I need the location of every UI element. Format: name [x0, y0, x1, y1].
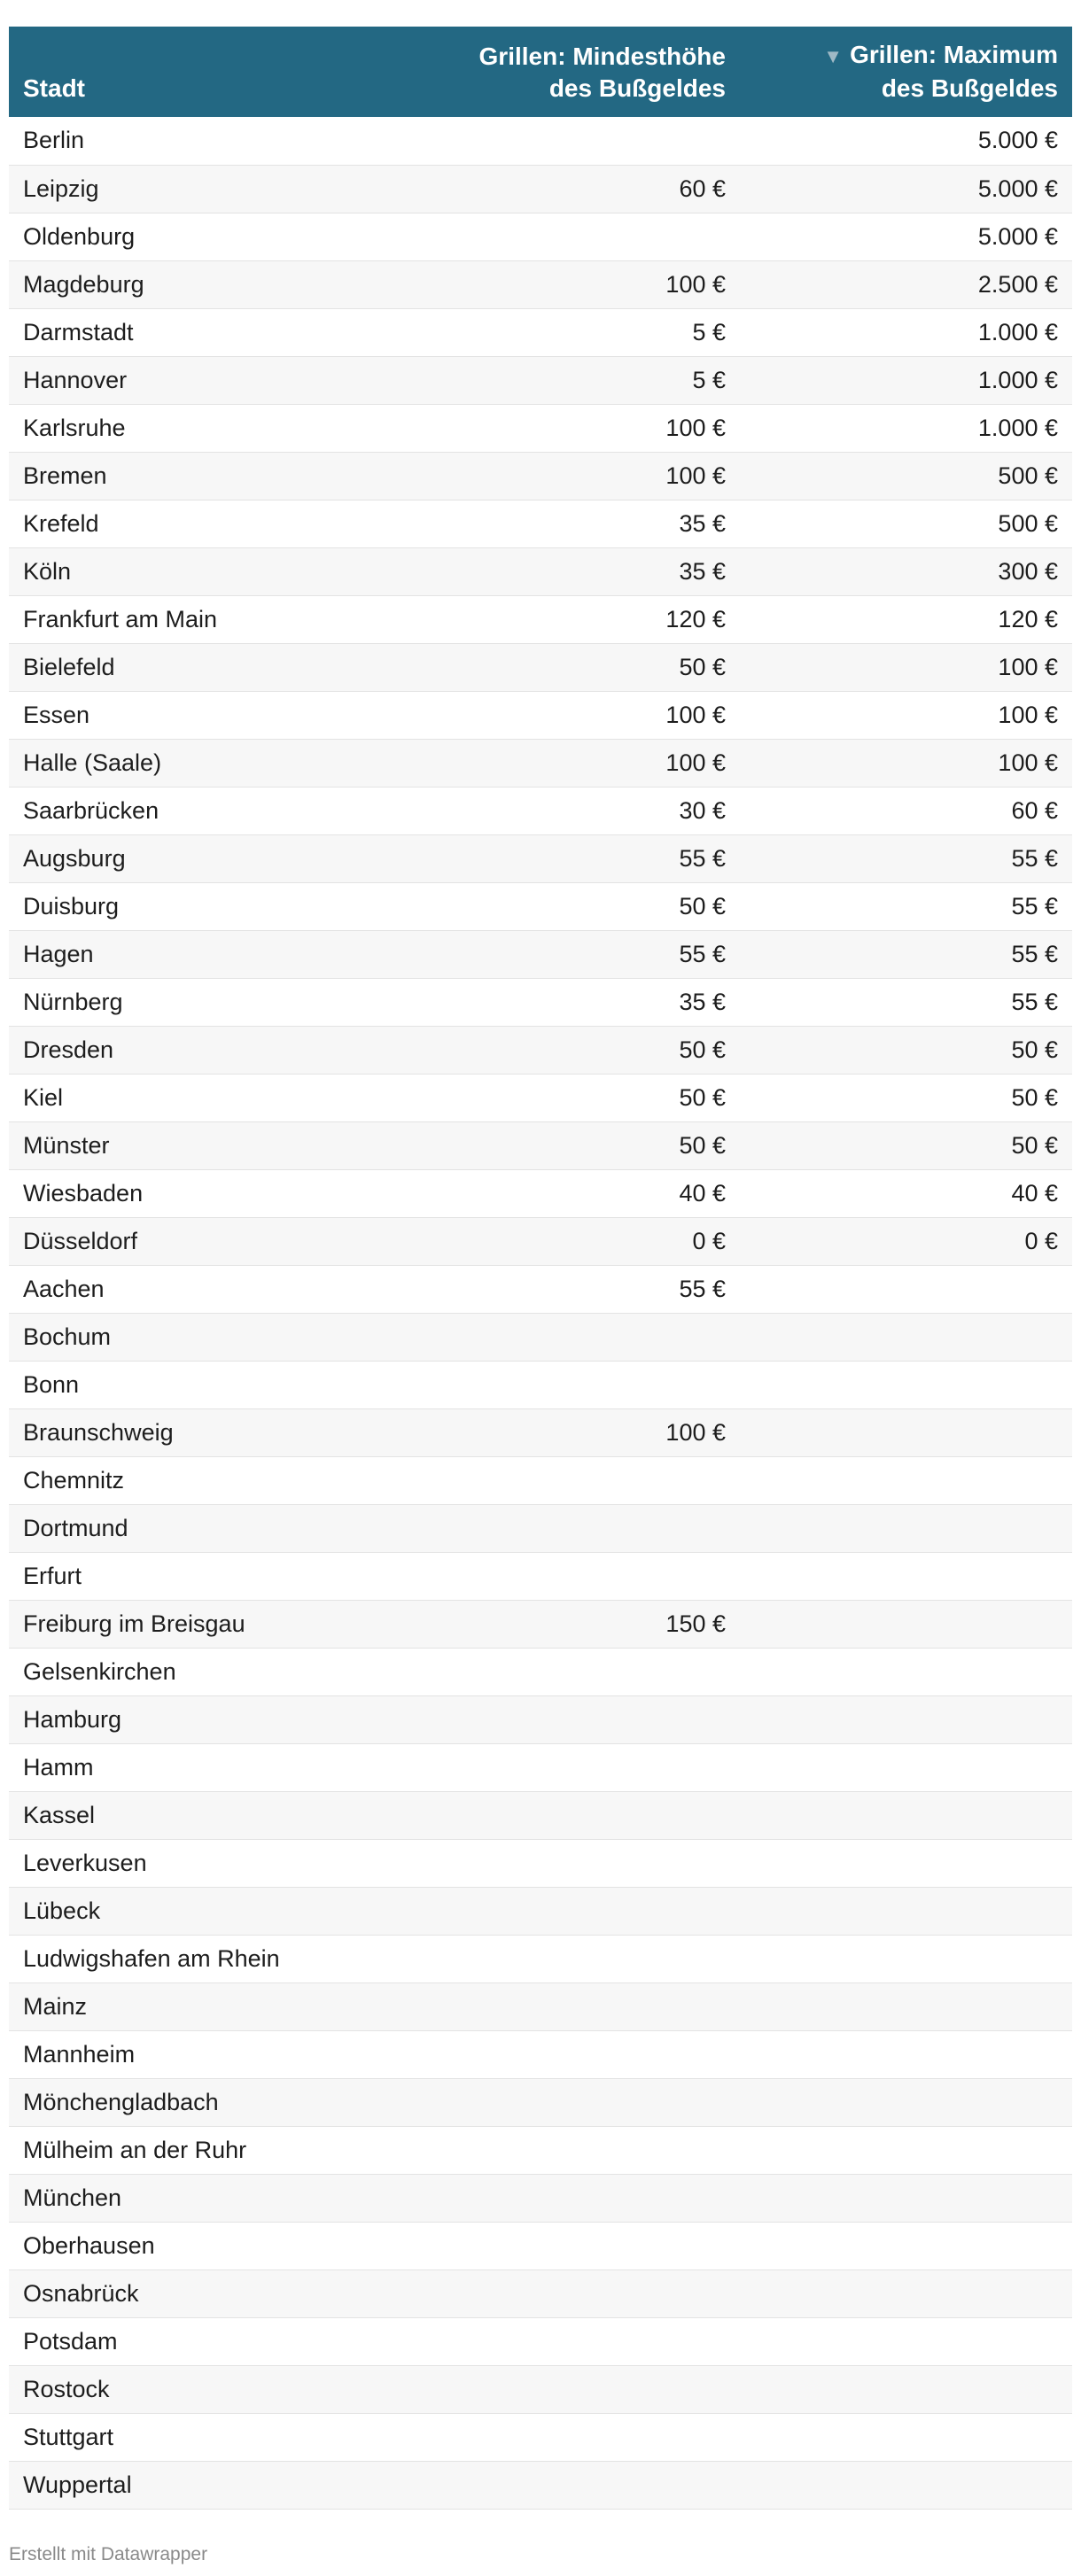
table-row: [9, 1456, 1072, 1504]
table-row: [9, 691, 1072, 739]
cell-stadt: München: [9, 2174, 381, 2222]
cell-maximum: [740, 1361, 1072, 1408]
column-header-label: Stadt: [23, 74, 85, 102]
table-row: [9, 356, 1072, 404]
table-row: [9, 1839, 1072, 1887]
table-row: [9, 500, 1072, 547]
cell-maximum: [740, 1935, 1072, 1982]
cell-stadt: Hamm: [9, 1743, 381, 1791]
column-header-label: des Bußgeldes: [548, 74, 726, 102]
cell-stadt: Leverkusen: [9, 1839, 381, 1887]
table-row: [9, 2222, 1072, 2270]
table-row: [9, 2270, 1072, 2317]
table-row: [9, 2030, 1072, 2078]
cell-stadt: Lübeck: [9, 1887, 381, 1935]
cell-maximum: 5.000 €: [740, 213, 1072, 260]
cell-mindesthoehe: 40 €: [381, 1169, 740, 1217]
cell-mindesthoehe: [381, 1887, 740, 1935]
cell-maximum: 55 €: [740, 978, 1072, 1026]
column-header-label: des Bußgeldes: [881, 74, 1058, 102]
cell-stadt: Saarbrücken: [9, 787, 381, 834]
cell-maximum: 1.000 €: [740, 404, 1072, 452]
column-header-maximum[interactable]: [740, 27, 1072, 117]
cell-mindesthoehe: [381, 1743, 740, 1791]
table-row: [9, 2078, 1072, 2126]
table-row: [9, 1408, 1072, 1456]
cell-mindesthoehe: 100 €: [381, 404, 740, 452]
table-row: [9, 1791, 1072, 1839]
table-header-row: [9, 27, 1072, 117]
table-row: [9, 1552, 1072, 1600]
cell-maximum: [740, 2174, 1072, 2222]
table-row: [9, 452, 1072, 500]
cell-maximum: 50 €: [740, 1074, 1072, 1121]
cell-stadt: Nürnberg: [9, 978, 381, 1026]
cell-maximum: 100 €: [740, 739, 1072, 787]
cell-maximum: [740, 1648, 1072, 1695]
cell-mindesthoehe: [381, 2174, 740, 2222]
cell-maximum: 0 €: [740, 1217, 1072, 1265]
cell-stadt: Frankfurt am Main: [9, 595, 381, 643]
table-row: [9, 882, 1072, 930]
cell-stadt: Dortmund: [9, 1504, 381, 1552]
cell-mindesthoehe: [381, 1552, 740, 1600]
cell-stadt: Kiel: [9, 1074, 381, 1121]
cell-mindesthoehe: [381, 117, 740, 165]
cell-mindesthoehe: [381, 1839, 740, 1887]
table-row: [9, 1982, 1072, 2030]
cell-maximum: [740, 1695, 1072, 1743]
cell-maximum: 60 €: [740, 787, 1072, 834]
cell-maximum: [740, 2222, 1072, 2270]
cell-maximum: [740, 2078, 1072, 2126]
cell-maximum: [740, 2317, 1072, 2365]
cell-mindesthoehe: 100 €: [381, 739, 740, 787]
cell-maximum: [740, 1982, 1072, 2030]
cell-mindesthoehe: 50 €: [381, 643, 740, 691]
cell-stadt: Kassel: [9, 1791, 381, 1839]
cell-maximum: [740, 1839, 1072, 1887]
cell-stadt: Karlsruhe: [9, 404, 381, 452]
cell-stadt: Wiesbaden: [9, 1169, 381, 1217]
cell-stadt: Bonn: [9, 1361, 381, 1408]
cell-mindesthoehe: 50 €: [381, 1074, 740, 1121]
table-row: [9, 1313, 1072, 1361]
table-row: [9, 1169, 1072, 1217]
table-row: [9, 308, 1072, 356]
cell-stadt: Berlin: [9, 117, 381, 165]
cell-mindesthoehe: [381, 1791, 740, 1839]
table-row: [9, 260, 1072, 308]
table-row: [9, 1074, 1072, 1121]
table-row: [9, 1504, 1072, 1552]
cell-mindesthoehe: 100 €: [381, 260, 740, 308]
cell-maximum: 500 €: [740, 500, 1072, 547]
cell-maximum: [740, 1791, 1072, 1839]
table-row: [9, 2461, 1072, 2509]
cell-mindesthoehe: 50 €: [381, 1121, 740, 1169]
cell-stadt: Rostock: [9, 2365, 381, 2413]
cell-stadt: Ludwigshafen am Rhein: [9, 1935, 381, 1982]
cell-mindesthoehe: [381, 2222, 740, 2270]
cell-maximum: [740, 1504, 1072, 1552]
cell-maximum: [740, 1887, 1072, 1935]
cell-stadt: Halle (Saale): [9, 739, 381, 787]
cell-stadt: Aachen: [9, 1265, 381, 1313]
table-body: [9, 117, 1072, 2509]
cell-stadt: Mannheim: [9, 2030, 381, 2078]
cell-maximum: [740, 1743, 1072, 1791]
cell-mindesthoehe: [381, 1695, 740, 1743]
cell-mindesthoehe: [381, 2126, 740, 2174]
cell-mindesthoehe: 5 €: [381, 308, 740, 356]
cell-maximum: 300 €: [740, 547, 1072, 595]
table-row: [9, 1887, 1072, 1935]
cell-stadt: Stuttgart: [9, 2413, 381, 2461]
cell-maximum: [740, 2270, 1072, 2317]
cell-maximum: 50 €: [740, 1121, 1072, 1169]
cell-stadt: Bremen: [9, 452, 381, 500]
cell-mindesthoehe: 35 €: [381, 500, 740, 547]
cell-maximum: [740, 1456, 1072, 1504]
table-row: [9, 595, 1072, 643]
cell-maximum: [740, 2365, 1072, 2413]
cell-stadt: Potsdam: [9, 2317, 381, 2365]
cell-maximum: 500 €: [740, 452, 1072, 500]
cell-mindesthoehe: 35 €: [381, 978, 740, 1026]
cell-stadt: Krefeld: [9, 500, 381, 547]
cell-mindesthoehe: [381, 1648, 740, 1695]
table-row: [9, 2126, 1072, 2174]
cell-mindesthoehe: [381, 1313, 740, 1361]
cell-maximum: [740, 2413, 1072, 2461]
table-row: [9, 930, 1072, 978]
cell-maximum: 1.000 €: [740, 356, 1072, 404]
table-row: [9, 1648, 1072, 1695]
cell-maximum: [740, 1265, 1072, 1313]
table-row: [9, 2413, 1072, 2461]
table-row: [9, 404, 1072, 452]
data-table-container: [9, 27, 1072, 2510]
column-header-label: Grillen: Maximum: [850, 41, 1058, 68]
cell-mindesthoehe: [381, 1935, 740, 1982]
cell-mindesthoehe: [381, 1361, 740, 1408]
cell-stadt: Hamburg: [9, 1695, 381, 1743]
cell-maximum: 2.500 €: [740, 260, 1072, 308]
cell-maximum: 100 €: [740, 691, 1072, 739]
table-row: [9, 1743, 1072, 1791]
cell-maximum: 40 €: [740, 1169, 1072, 1217]
cell-stadt: Erfurt: [9, 1552, 381, 1600]
table-row: [9, 547, 1072, 595]
cell-mindesthoehe: 150 €: [381, 1600, 740, 1648]
cell-maximum: 100 €: [740, 643, 1072, 691]
cell-mindesthoehe: 35 €: [381, 547, 740, 595]
table-row: [9, 1935, 1072, 1982]
cell-stadt: Münster: [9, 1121, 381, 1169]
cell-mindesthoehe: [381, 2270, 740, 2317]
table-row: [9, 213, 1072, 260]
cell-maximum: 1.000 €: [740, 308, 1072, 356]
column-header-label: Grillen: Mindesthöhe: [478, 43, 726, 70]
table-row: [9, 1695, 1072, 1743]
cell-mindesthoehe: 55 €: [381, 1265, 740, 1313]
cell-mindesthoehe: 100 €: [381, 452, 740, 500]
table-row: [9, 2317, 1072, 2365]
cell-mindesthoehe: [381, 2413, 740, 2461]
cell-mindesthoehe: 55 €: [381, 834, 740, 882]
cell-stadt: Chemnitz: [9, 1456, 381, 1504]
cell-stadt: Duisburg: [9, 882, 381, 930]
triangle-down-icon: ▼: [823, 45, 844, 67]
cell-mindesthoehe: 0 €: [381, 1217, 740, 1265]
cell-maximum: [740, 2126, 1072, 2174]
cell-stadt: Wuppertal: [9, 2461, 381, 2509]
table-row: [9, 1361, 1072, 1408]
table-row: [9, 117, 1072, 165]
cell-mindesthoehe: 120 €: [381, 595, 740, 643]
cell-stadt: Magdeburg: [9, 260, 381, 308]
cell-mindesthoehe: [381, 2078, 740, 2126]
table-row: [9, 978, 1072, 1026]
table-row: [9, 165, 1072, 213]
cell-stadt: Bochum: [9, 1313, 381, 1361]
cell-stadt: Mainz: [9, 1982, 381, 2030]
cell-mindesthoehe: [381, 2030, 740, 2078]
table-row: [9, 1121, 1072, 1169]
cell-stadt: Hannover: [9, 356, 381, 404]
cell-maximum: [740, 2030, 1072, 2078]
table-row: [9, 1600, 1072, 1648]
cell-stadt: Osnabrück: [9, 2270, 381, 2317]
cell-maximum: 55 €: [740, 834, 1072, 882]
cell-stadt: Augsburg: [9, 834, 381, 882]
cell-mindesthoehe: 50 €: [381, 1026, 740, 1074]
cell-mindesthoehe: 100 €: [381, 691, 740, 739]
cell-mindesthoehe: [381, 1456, 740, 1504]
cell-stadt: Mülheim an der Ruhr: [9, 2126, 381, 2174]
cell-stadt: Düsseldorf: [9, 1217, 381, 1265]
cell-mindesthoehe: [381, 2317, 740, 2365]
cell-stadt: Oberhausen: [9, 2222, 381, 2270]
cell-mindesthoehe: 30 €: [381, 787, 740, 834]
cell-maximum: 120 €: [740, 595, 1072, 643]
cell-mindesthoehe: [381, 1504, 740, 1552]
cell-maximum: [740, 1600, 1072, 1648]
cell-mindesthoehe: [381, 1982, 740, 2030]
cell-stadt: Freiburg im Breisgau: [9, 1600, 381, 1648]
cell-stadt: Darmstadt: [9, 308, 381, 356]
table-row: [9, 2174, 1072, 2222]
cell-maximum: 5.000 €: [740, 117, 1072, 165]
cell-maximum: [740, 1552, 1072, 1600]
table-row: [9, 1265, 1072, 1313]
cell-stadt: Hagen: [9, 930, 381, 978]
table-row: [9, 739, 1072, 787]
cell-maximum: [740, 1408, 1072, 1456]
cell-mindesthoehe: 60 €: [381, 165, 740, 213]
table-row: [9, 1217, 1072, 1265]
column-header-mindesthoehe[interactable]: [381, 27, 740, 117]
footer-credit: Erstellt mit Datawrapper: [9, 2544, 208, 2564]
cell-maximum: 50 €: [740, 1026, 1072, 1074]
data-table: [9, 27, 1072, 2510]
cell-stadt: Bielefeld: [9, 643, 381, 691]
cell-mindesthoehe: 5 €: [381, 356, 740, 404]
cell-stadt: Oldenburg: [9, 213, 381, 260]
cell-mindesthoehe: 55 €: [381, 930, 740, 978]
column-header-stadt[interactable]: [9, 27, 381, 117]
table-row: [9, 2365, 1072, 2413]
cell-stadt: Leipzig: [9, 165, 381, 213]
table-row: [9, 787, 1072, 834]
table-row: [9, 834, 1072, 882]
cell-maximum: 55 €: [740, 930, 1072, 978]
cell-stadt: Köln: [9, 547, 381, 595]
cell-mindesthoehe: [381, 2461, 740, 2509]
table-row: [9, 1026, 1072, 1074]
cell-maximum: [740, 1313, 1072, 1361]
cell-maximum: 5.000 €: [740, 165, 1072, 213]
cell-stadt: Gelsenkirchen: [9, 1648, 381, 1695]
table-row: [9, 643, 1072, 691]
cell-maximum: 55 €: [740, 882, 1072, 930]
cell-stadt: Essen: [9, 691, 381, 739]
cell-stadt: Mönchengladbach: [9, 2078, 381, 2126]
cell-stadt: Dresden: [9, 1026, 381, 1074]
cell-stadt: Braunschweig: [9, 1408, 381, 1456]
cell-mindesthoehe: 100 €: [381, 1408, 740, 1456]
cell-mindesthoehe: [381, 213, 740, 260]
cell-maximum: [740, 2461, 1072, 2509]
cell-mindesthoehe: 50 €: [381, 882, 740, 930]
cell-mindesthoehe: [381, 2365, 740, 2413]
